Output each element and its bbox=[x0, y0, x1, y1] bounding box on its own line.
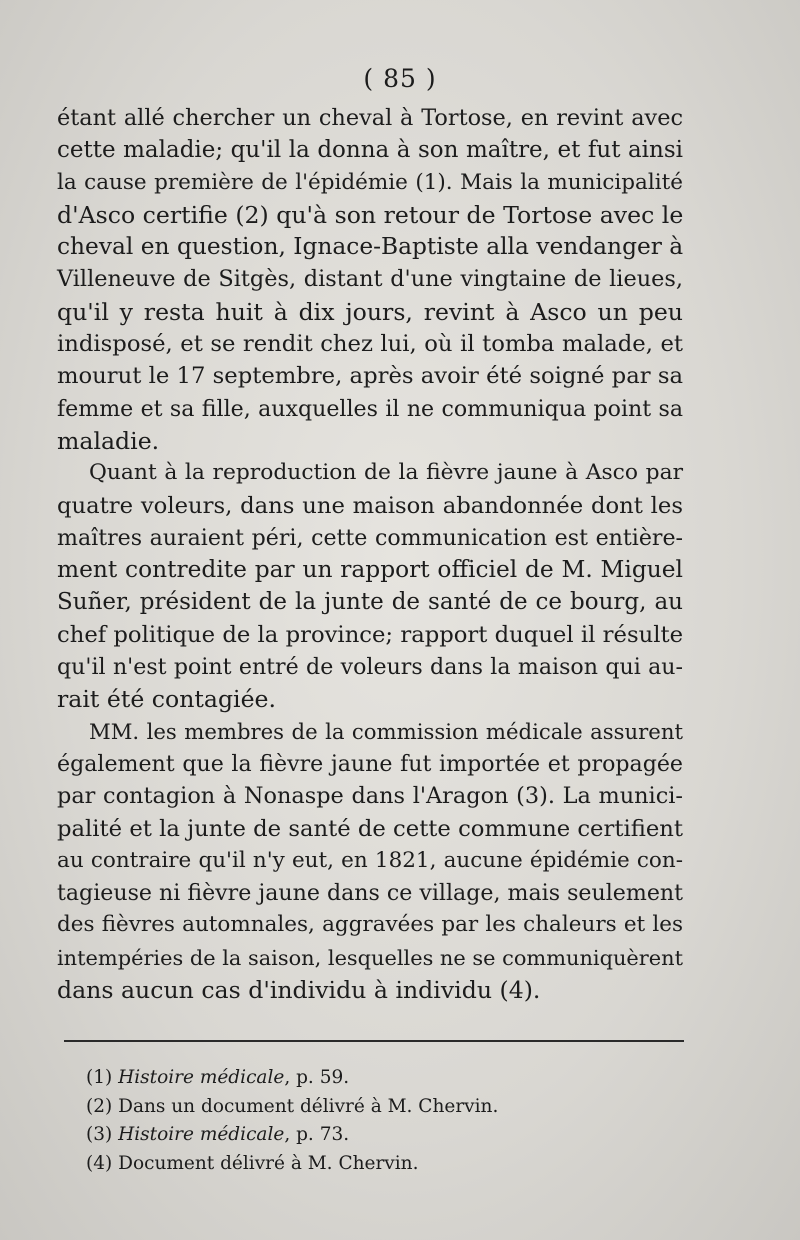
text-line: d'Asco certifie (2) qu'à son retour de Tortose avec le bbox=[57, 200, 684, 229]
text-line: tagieuse ni fièvre jaune dans ce village, mais seulement bbox=[57, 880, 683, 907]
footnote-mark: (4) bbox=[86, 1153, 113, 1175]
text-line: étant allé chercher un cheval à Tortose, en revint avec bbox=[57, 105, 683, 131]
footnote-item bbox=[86, 1064, 686, 1093]
text-line: rait été contagiée. bbox=[57, 685, 277, 714]
text-line: palité et la junte de santé de cette commune certifient bbox=[57, 815, 683, 842]
text-line: par contagion à Nonaspe dans l'Aragon (3). La munici- bbox=[57, 783, 683, 810]
text-line: femme et sa fille, auxquelles il ne communiqua point sa bbox=[57, 395, 683, 422]
page-number: ( 85 ) bbox=[363, 64, 437, 93]
paragraph-3 bbox=[57, 716, 683, 1007]
text-line: indisposé, et se rendit chez lui, où il tomba malade, et bbox=[57, 331, 683, 358]
text-line: maîtres auraient péri, cette communication est entière- bbox=[57, 524, 683, 551]
text-line: qu'il y resta huit à dix jours, revint à Asco un peu bbox=[57, 297, 683, 326]
footnote-item bbox=[86, 1121, 686, 1150]
footnote-item bbox=[86, 1093, 686, 1122]
paragraph-1 bbox=[57, 102, 683, 457]
body-text bbox=[57, 102, 683, 1006]
text-line: mourut le 17 septembre, après avoir été soigné par sa bbox=[57, 363, 683, 390]
text-line: maladie. bbox=[57, 426, 160, 455]
text-line: également que la fièvre jaune fut importée et propagée bbox=[57, 750, 683, 777]
text-line: ment contredite par un rapport officiel de M. Miguel bbox=[57, 556, 683, 584]
text-line: dans aucun cas d'individu à individu (4). bbox=[57, 976, 541, 1005]
footnotes bbox=[86, 1064, 686, 1179]
text-line: la cause première de l'épidémie (1). Mais la municipalité bbox=[57, 169, 683, 195]
footnote-italic: Histoire médicale bbox=[118, 1067, 285, 1088]
text-line: Quant à la reproduction de la fièvre jaune à Asco par bbox=[89, 460, 683, 486]
text-line: cheval en question, Ignace-Baptiste alla vendanger à bbox=[57, 233, 684, 261]
text-line: MM. les membres de la commission médicale assurent bbox=[89, 718, 683, 744]
text-line: des fièvres automnales, aggravées par les chaleurs et les bbox=[57, 912, 683, 938]
text-line: au contraire qu'il n'y eut, en 1821, aucune épidémie con- bbox=[57, 847, 683, 873]
footnote-text: , p. 73. bbox=[284, 1124, 350, 1146]
footnote-mark: (1) bbox=[86, 1067, 113, 1088]
footnote-text: Dans un document délivré à M. Chervin. bbox=[118, 1095, 499, 1117]
text-line: chef politique de la province; rapport duquel il résulte bbox=[57, 621, 683, 648]
footnote-item bbox=[86, 1150, 686, 1179]
text-line: quatre voleurs, dans une maison abandonnée dont les bbox=[57, 492, 683, 519]
footnote-text: Document délivré à M. Chervin. bbox=[118, 1153, 419, 1175]
footnote-divider bbox=[64, 1040, 684, 1042]
footnote-italic: Histoire médicale bbox=[118, 1124, 285, 1146]
paragraph-2 bbox=[57, 457, 683, 715]
text-line: intempéries de la saison, lesquelles ne se communiquèrent bbox=[57, 945, 683, 970]
footnote-text: , p. 59. bbox=[284, 1067, 350, 1088]
text-line: Villeneuve de Sitgès, distant d'une vingtaine de lieues, bbox=[57, 266, 683, 293]
footnote-mark: (2) bbox=[86, 1095, 113, 1117]
text-line: cette maladie; qu'il la donna à son maître, et fut ainsi bbox=[57, 137, 683, 164]
text-line: qu'il n'est point entré de voleurs dans la maison qui au- bbox=[57, 654, 683, 681]
footnote-mark: (3) bbox=[86, 1124, 113, 1146]
text-line: Suñer, président de la junte de santé de ce bourg, au bbox=[57, 589, 683, 616]
